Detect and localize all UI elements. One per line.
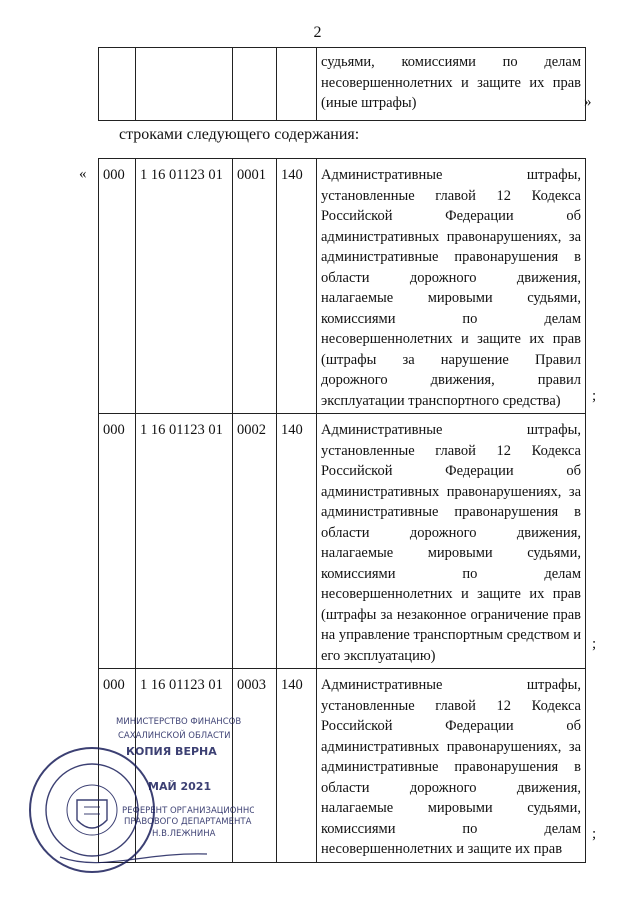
cell-kbk: 1 16 01123 01: [136, 159, 233, 414]
seal-icon: [22, 712, 254, 887]
cell-description: Административные штрафы, установленные главой 12 Кодекса Российской Федерации об административных правонарушениях, за административные правонарушения в области дорожного движения, налагаемые мировыми судьями, комиссиями по делам несовершеннолетних и защите их прав: [317, 669, 586, 863]
cell-kbk: 1 16 01123 01: [136, 414, 233, 669]
cell-kosgu: 140: [277, 159, 317, 414]
cell-admin-code: 000: [99, 159, 136, 414]
row-end-semicolon: ;: [592, 826, 597, 842]
row-end-semicolon: ;: [592, 636, 597, 652]
cell-subcode: 0003: [233, 669, 277, 863]
svg-text:КОПИЯ ВЕРНА: КОПИЯ ВЕРНА: [126, 745, 217, 758]
certification-stamp: [22, 712, 254, 887]
svg-text:РЕФЕРЕНТ ОРГАНИЗАЦИОННО -: РЕФЕРЕНТ ОРГАНИЗАЦИОННО -: [122, 806, 254, 816]
cell-admin-code: 000: [99, 414, 136, 669]
open-quote: «: [79, 166, 87, 182]
cell-subcode: 0002: [233, 414, 277, 669]
svg-text:Н.В.ЛЕЖНИНА: Н.В.ЛЕЖНИНА: [152, 829, 216, 839]
table-row: [99, 48, 586, 121]
cell-kbk: 1 16 01123 01: [136, 669, 233, 863]
cell-empty: [99, 48, 136, 121]
cell-kosgu: 140: [277, 669, 317, 863]
svg-text:ПРАВОВОГО ДЕПАРТАМЕНТА: ПРАВОВОГО ДЕПАРТАМЕНТА: [124, 817, 252, 827]
top-table-fragment: [98, 47, 586, 121]
page-number: 2: [313, 24, 322, 41]
cell-empty: [277, 48, 317, 121]
table-row: [99, 159, 586, 414]
svg-text:МАЙ 2021: МАЙ 2021: [148, 780, 212, 793]
cell-empty: [136, 48, 233, 121]
close-quote: »: [584, 94, 592, 110]
svg-text:САХАЛИНСКОЙ ОБЛАСТИ: САХАЛИНСКОЙ ОБЛАСТИ: [118, 731, 231, 741]
cell-description: судьями, комиссиями по делам несовершеннолетних и защите их прав (иные штрафы): [317, 48, 586, 121]
cell-description: Административные штрафы, установленные главой 12 Кодекса Российской Федерации об административных правонарушениях, за административные правонарушения в области дорожного движения, налагаемые мировыми судьями, комиссиями по делам несовершеннолетних и защите их прав (штрафы за нарушение Правил дорожного движения, правил эксплуатации транспортного средства): [317, 159, 586, 414]
table-row: [99, 414, 586, 669]
cell-kosgu: 140: [277, 414, 317, 669]
row-end-semicolon: ;: [592, 388, 597, 404]
svg-text:МИНИСТЕРСТВО ФИНАНСОВ: МИНИСТЕРСТВО ФИНАНСОВ: [116, 717, 242, 727]
cell-empty: [233, 48, 277, 121]
cell-admin-code: 000: [99, 669, 136, 863]
cell-description: Административные штрафы, установленные главой 12 Кодекса Российской Федерации об административных правонарушениях, за административные правонарушения в области дорожного движения, налагаемые мировыми судьями, комиссиями по делам несовершеннолетних и защите их прав (штрафы за незаконное ограничение прав на управление транспортным средством и его эксплуатацию): [317, 414, 586, 669]
cell-subcode: 0001: [233, 159, 277, 414]
intro-text: строками следующего содержания:: [119, 126, 360, 143]
